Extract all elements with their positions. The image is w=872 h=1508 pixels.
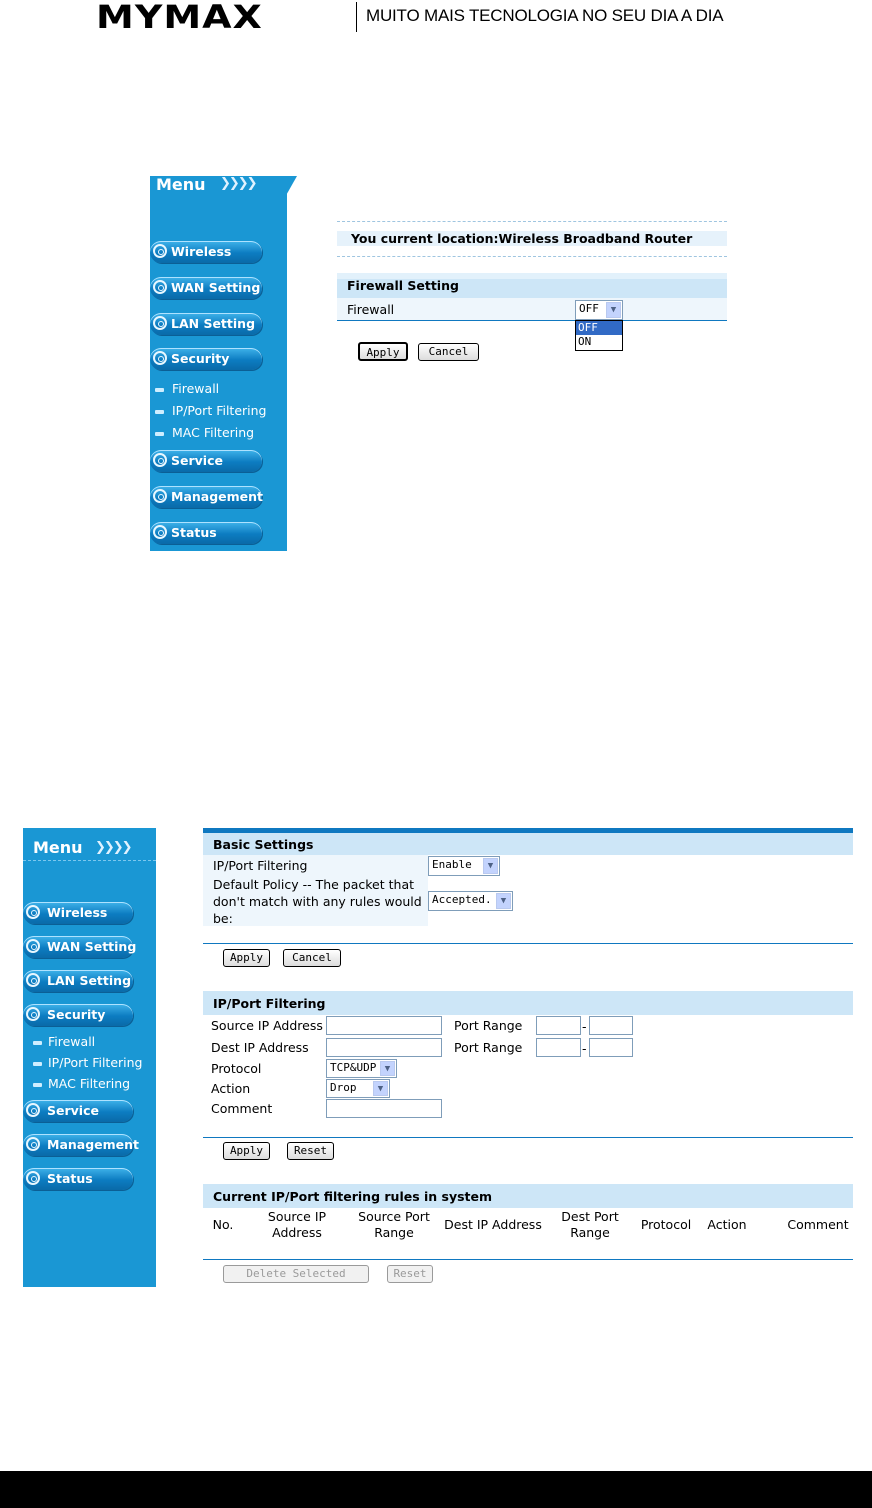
target-icon: [26, 1137, 40, 1151]
default-policy-label-3: be:: [213, 911, 233, 926]
ip-port-filtering-select[interactable]: Enable ▼: [428, 856, 500, 876]
col-dest-ip: Dest IP Address: [444, 1217, 542, 1232]
submenu-firewall[interactable]: Firewall: [155, 381, 219, 396]
menu-security[interactable]: Security: [150, 348, 262, 370]
port-dash: -: [582, 1019, 587, 1034]
menu-wireless[interactable]: Wireless: [23, 902, 133, 924]
action-select[interactable]: Drop ▼: [326, 1079, 390, 1098]
dest-ip-input[interactable]: [326, 1038, 442, 1057]
dest-port-range-label: Port Range: [454, 1040, 523, 1055]
dest-port-from-input[interactable]: [536, 1038, 581, 1057]
comment-label: Comment: [211, 1101, 273, 1116]
filter-apply-button[interactable]: Apply: [223, 1142, 270, 1160]
col-protocol: Protocol: [640, 1217, 692, 1232]
firewall-select[interactable]: OFF ▼: [575, 300, 623, 320]
chevron-down-icon: ▼: [373, 1081, 388, 1096]
separator: [203, 943, 853, 944]
target-icon: [26, 1171, 40, 1185]
menu-security[interactable]: Security: [23, 1004, 133, 1026]
col-no: No.: [212, 1217, 234, 1232]
brand-tagline: MUITO MAIS TECNOLOGIA NO SEU DIA A DIA: [366, 6, 724, 25]
menu-wireless[interactable]: Wireless: [150, 241, 262, 263]
bullet-icon: [155, 410, 164, 414]
submenu-ip-port-filtering[interactable]: IP/Port Filtering: [155, 403, 266, 418]
rules-reset-button[interactable]: Reset: [387, 1265, 433, 1283]
delete-selected-button[interactable]: Delete Selected: [223, 1265, 369, 1283]
chevrons-icon: ❯❯❯❯: [95, 840, 131, 855]
target-icon: [153, 316, 167, 330]
source-port-range-label: Port Range: [454, 1018, 523, 1033]
source-port-to-input[interactable]: [589, 1016, 633, 1035]
basic-settings-title: Basic Settings: [213, 837, 314, 852]
bullet-icon: [33, 1083, 42, 1087]
logo-divider: [356, 2, 357, 32]
menu-service[interactable]: Service: [23, 1100, 133, 1122]
firewall-label: Firewall: [347, 302, 395, 317]
menu-wan-setting[interactable]: WAN Setting: [150, 277, 262, 299]
option-off[interactable]: OFF: [576, 321, 622, 335]
menu-title: Menu: [33, 838, 83, 857]
option-on[interactable]: ON: [578, 335, 592, 348]
source-ip-label: Source IP Address: [211, 1018, 323, 1033]
submenu-firewall[interactable]: Firewall: [33, 1034, 95, 1049]
port-dash: -: [582, 1041, 587, 1056]
submenu-mac-filtering[interactable]: MAC Filtering: [33, 1076, 130, 1091]
cancel-button[interactable]: Cancel: [418, 343, 479, 361]
bullet-icon: [155, 388, 164, 392]
protocol-select[interactable]: TCP&UDP ▼: [326, 1059, 397, 1078]
action-label: Action: [211, 1081, 251, 1096]
target-icon: [153, 525, 167, 539]
chevron-down-icon: ▼: [380, 1061, 395, 1076]
menu-wan-setting[interactable]: WAN Setting: [23, 936, 133, 958]
rules-title: Current IP/Port filtering rules in system: [213, 1189, 493, 1204]
menu-management[interactable]: Management: [23, 1134, 133, 1156]
source-port-from-input[interactable]: [536, 1016, 581, 1035]
bullet-icon: [33, 1062, 42, 1066]
menu-service[interactable]: Service: [150, 450, 262, 472]
current-location: You current location:Wireless Broadband Router: [351, 231, 693, 246]
target-icon: [153, 244, 167, 258]
target-icon: [153, 280, 167, 294]
target-icon: [26, 973, 40, 987]
col-source-port: Source Port Range: [358, 1209, 430, 1240]
default-policy-label-1: Default Policy -- The packet that: [213, 877, 415, 892]
menu-status[interactable]: Status: [23, 1168, 133, 1190]
firewall-dropdown: [575, 320, 623, 351]
basic-apply-button[interactable]: Apply: [223, 949, 270, 967]
target-icon: [26, 905, 40, 919]
chevron-down-icon: ▼: [483, 858, 498, 874]
source-ip-input[interactable]: [326, 1016, 442, 1035]
target-icon: [26, 1007, 40, 1021]
col-source-ip: Source IP Address: [267, 1209, 327, 1240]
default-policy-label-2: don't match with any rules would: [213, 894, 422, 909]
target-icon: [26, 939, 40, 953]
bullet-icon: [155, 432, 164, 436]
target-icon: [153, 453, 167, 467]
dest-ip-label: Dest IP Address: [211, 1040, 309, 1055]
screenshot-firewall: [150, 176, 730, 552]
target-icon: [153, 351, 167, 365]
comment-input[interactable]: [326, 1099, 442, 1118]
menu-management[interactable]: Management: [150, 486, 262, 508]
ip-port-filtering-title: IP/Port Filtering: [213, 996, 326, 1011]
chevron-down-icon: ▼: [496, 893, 511, 909]
menu-lan-setting[interactable]: LAN Setting: [23, 970, 133, 992]
basic-cancel-button[interactable]: Cancel: [283, 949, 341, 967]
sidebar-menu: [23, 828, 156, 1287]
firewall-row: [337, 298, 727, 320]
screenshot-ip-port-filtering: [23, 828, 853, 1288]
bullet-icon: [33, 1041, 42, 1045]
brand-logo: MYMAX: [96, 0, 263, 36]
menu-status[interactable]: Status: [150, 522, 262, 544]
sidebar-menu: [150, 176, 287, 551]
filter-reset-button[interactable]: Reset: [287, 1142, 334, 1160]
protocol-label: Protocol: [211, 1061, 262, 1076]
menu-title: Menu: [156, 175, 206, 194]
menu-divider: [23, 860, 156, 861]
col-comment: Comment: [787, 1217, 849, 1232]
menu-lan-setting[interactable]: LAN Setting: [150, 313, 262, 335]
ip-port-filtering-label: IP/Port Filtering: [213, 858, 308, 873]
submenu-ip-port-filtering[interactable]: IP/Port Filtering: [33, 1055, 142, 1070]
dest-port-to-input[interactable]: [589, 1038, 633, 1057]
section-title: Firewall Setting: [347, 278, 459, 293]
target-icon: [26, 1103, 40, 1117]
col-action: Action: [707, 1217, 747, 1232]
chevron-down-icon: ▼: [606, 302, 621, 318]
separator: [203, 1137, 853, 1138]
col-dest-port: Dest Port Range: [561, 1209, 619, 1240]
separator: [337, 320, 727, 321]
chevrons-icon: ❯❯❯❯: [220, 176, 256, 191]
target-icon: [153, 489, 167, 503]
apply-button[interactable]: Apply: [358, 342, 408, 361]
footer-bar: [0, 1471, 872, 1508]
default-policy-select[interactable]: Accepted. ▼: [428, 891, 513, 911]
submenu-mac-filtering[interactable]: MAC Filtering: [155, 425, 254, 440]
separator: [203, 1259, 853, 1260]
